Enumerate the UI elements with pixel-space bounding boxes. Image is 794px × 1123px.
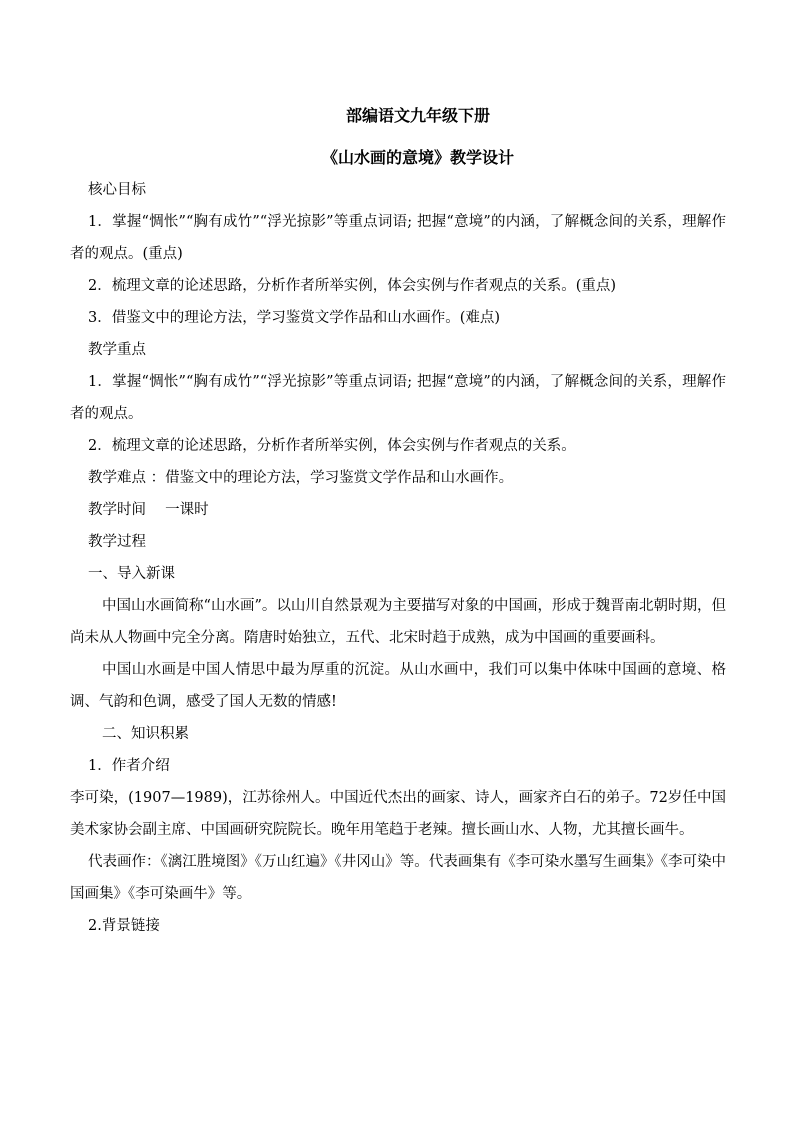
document-page: [70, 100, 726, 942]
teaching-process-heading: 教学过程: [88, 534, 146, 550]
document-subtitle: 《山水画的意境》教学设计: [321, 148, 514, 167]
core-goal-item: 1．掌握“惆怅”“胸有成竹”“浮光掠影”等重点词语; 把握“意境”的内涵，了解概念间的关系，理解作者的观点。(重点): [70, 214, 726, 262]
author-paragraph: 李可染，(1907—1989)，江苏徐州人。中国近代杰出的画家、诗人，画家齐白石的弟子。72岁任中国美术家协会副主席、中国画研究院院长。晚年用笔趋于老辣。擅长画山水、人物，尤其擅长画牛。: [70, 790, 726, 838]
document-title: 部编语文九年级下册: [345, 106, 490, 125]
key-point-item: 1．掌握“惆怅”“胸有成竹”“浮光掠影”等重点词语; 把握“意境”的内涵，了解概念间的关系，理解作者的观点。: [70, 374, 726, 422]
core-goal-item: 3．借鉴文中的理论方法，学习鉴赏文学作品和山水画作。(难点): [88, 310, 501, 326]
teaching-time: 教学时间 一课时: [88, 502, 209, 518]
core-goal-item: 2．梳理文章的论述思路，分析作者所举实例，体会实例与作者观点的关系。(重点): [88, 278, 617, 294]
subsection-heading: 2.背景链接: [88, 918, 160, 934]
subsection-heading: 1．作者介绍: [88, 758, 170, 774]
paragraph: 中国山水画是中国人情思中最为厚重的沉淀。从山水画中，我们可以集中体味中国画的意境、格调、气韵和色调，感受了国人无数的情感!: [70, 662, 726, 710]
teaching-difficulty: 教学难点 ：借鉴文中的理论方法，学习鉴赏文学作品和山水画作。: [88, 470, 514, 486]
works-paragraph: 代表画作：《漓江胜境图》《万山红遍》《井冈山》等。代表画集有《李可染水墨写生画集》《李可染中国画集》《李可染画牛》等。: [70, 854, 726, 902]
section-heading: 一、导入新课: [88, 566, 175, 582]
key-points-heading: 教学重点: [88, 342, 146, 358]
key-point-item: 2．梳理文章的论述思路，分析作者所举实例，体会实例与作者观点的关系。: [88, 438, 576, 454]
section-heading: 二、知识积累: [102, 726, 189, 742]
paragraph: 中国山水画简称“山水画”。以山川自然景观为主要描写对象的中国画，形成于魏晋南北朝时期，但尚未从人物画中完全分离。隋唐时始独立，五代、北宋时趋于成熟，成为中国画的重要画科。: [70, 598, 726, 646]
core-goals-heading: 核心目标: [88, 182, 146, 198]
